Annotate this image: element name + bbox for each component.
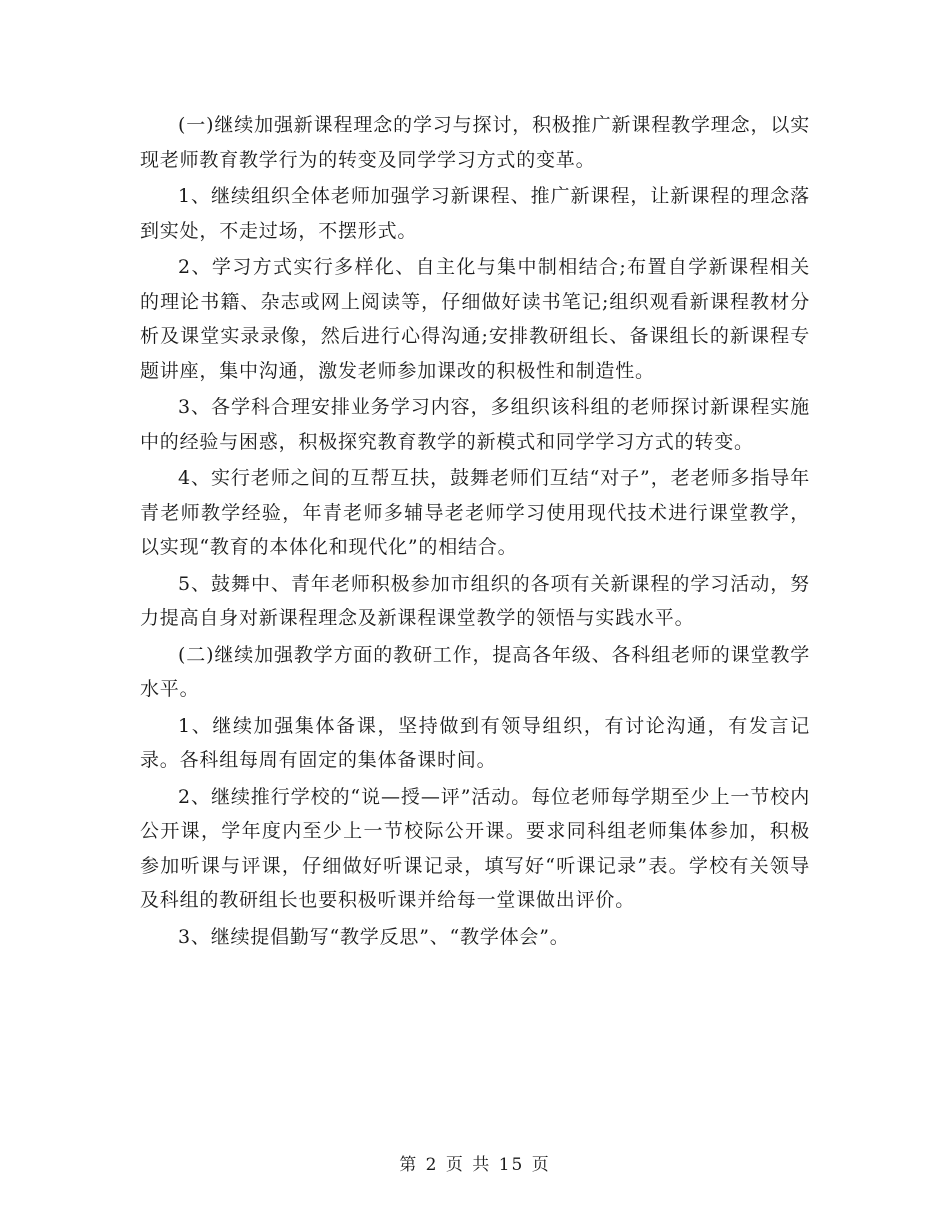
paragraph-item-2-2: 2、继续推行学校的“说—授—评”活动。每位老师每学期至少上一节校内公开课，学年度内至少上一节校际公开课。要求同科组老师集体参加，积极参加听课与评课，仔细做好听课记录，填写好“听课记录”表。学校有关领导及科组的教研组长也要积极听课并给每一堂课做出评价。 <box>140 785 810 911</box>
page-number-footer: 第 2 页 共 15 页 <box>399 1155 551 1175</box>
paragraph-item-2-3: 3、继续提倡勤写“教学反思”、“教学体会”。 <box>178 925 570 948</box>
paragraph-item-1-4: 4、实行老师之间的互帮互扶，鼓舞老师们互结“对子”，老老师多指导年青老师教学经验，年青老师多辅导老老师学习使用现代技术进行课堂教学，以实现“教育的本体化和现代化”的相结合。 <box>140 467 810 558</box>
document-body <box>140 108 810 956</box>
paragraph-item-1-5: 5、鼓舞中、青年老师积极参加市组织的各项有关新课程的学习活动，努力提高自身对新课程理念及新课程课堂教学的领悟与实践水平。 <box>140 572 810 629</box>
paragraph-item-1-2: 2、学习方式实行多样化、自主化与集中制相结合;布置自学新课程相关的理论书籍、杂志或网上阅读等，仔细做好读书笔记;组织观看新课程教材分析及课堂实录录像，然后进行心得沟通;安排教研组长、备课组长的新课程专题讲座，集中沟通，激发老师参加课改的积极性和制造性。 <box>140 256 810 382</box>
paragraph-item-2-1: 1、继续加强集体备课，坚持做到有领导组织，有讨论沟通，有发言记录。各科组每周有固定的集体备课时间。 <box>140 714 810 771</box>
paragraph-section-2-heading: (二)继续加强教学方面的教研工作，提高各年级、各科组老师的课堂教学水平。 <box>140 643 810 700</box>
paragraph-item-1-1: 1、继续组织全体老师加强学习新课程、推广新课程，让新课程的理念落到实处，不走过场，不摆形式。 <box>140 185 810 242</box>
paragraph-item-1-3: 3、各学科合理安排业务学习内容，多组织该科组的老师探讨新课程实施中的经验与困惑，积极探究教育教学的新模式和同学学习方式的转变。 <box>140 396 810 453</box>
paragraph-section-1-heading: (一)继续加强新课程理念的学习与探讨，积极推广新课程教学理念，以实现老师教育教学行为的转变及同学学习方式的变革。 <box>140 114 810 171</box>
